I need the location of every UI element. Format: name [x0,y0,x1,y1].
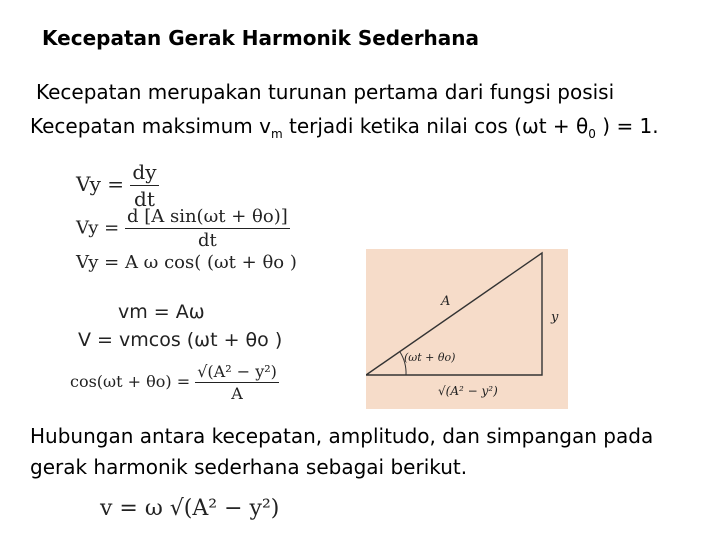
relation-text-2: gerak harmonik sederhana sebagai berikut. [30,455,468,479]
equation-1-fraction [130,160,158,211]
equation-1-numerator: dy [132,160,157,184]
equation-3: Vy = A ω cos( (ωt + θo ) [76,252,297,273]
equation-2-lhs: Vy = [76,217,120,239]
relation-text-1: Hubungan antara kecepatan, amplitudo, dan simpangan pada [30,424,654,448]
final-equation: v = ω √(A² − y²) [100,496,280,521]
equation-6-numerator: √(A² − y²) [197,362,277,381]
equation-6 [70,362,279,403]
equation-2 [76,206,290,251]
equation-2-denominator: dt [197,230,217,251]
equation-2-fraction [125,206,290,251]
equation-4: vm = Aω [118,301,205,323]
triangle-svg [366,249,568,409]
right-triangle-diagram [366,249,568,409]
vertical-label: y [551,310,559,325]
hypotenuse-label: A [441,294,451,309]
equation-1 [76,160,159,211]
max-velocity-text-a: Kecepatan maksimum v [30,114,271,138]
equation-6-denominator: A [231,384,243,403]
equation-2-numerator: d [A sin(ωt + θo)] [126,206,288,227]
angle-label: (ωt + θo) [404,351,456,364]
max-velocity-sub-0: 0 [588,127,596,141]
definition-text: Kecepatan merupakan turunan pertama dari fungsi posisi [36,80,615,104]
equation-6-fraction [195,362,279,403]
equation-1-denominator: dt [134,187,155,211]
equation-1-lhs: Vy = [76,172,125,196]
slide-title: Kecepatan Gerak Harmonik Sederhana [42,26,480,50]
equation-6-lhs: cos(ωt + θo) = [70,372,191,391]
max-velocity-text-c: ) = 1. [595,114,659,138]
equation-5: V = vmcos (ωt + θo ) [78,329,283,351]
max-velocity-text [30,114,659,141]
max-velocity-text-b: terjadi ketika nilai cos (ωt + θ [282,114,589,138]
max-velocity-sub-m: m [270,127,283,141]
base-label: √(A² − y²) [438,384,498,398]
